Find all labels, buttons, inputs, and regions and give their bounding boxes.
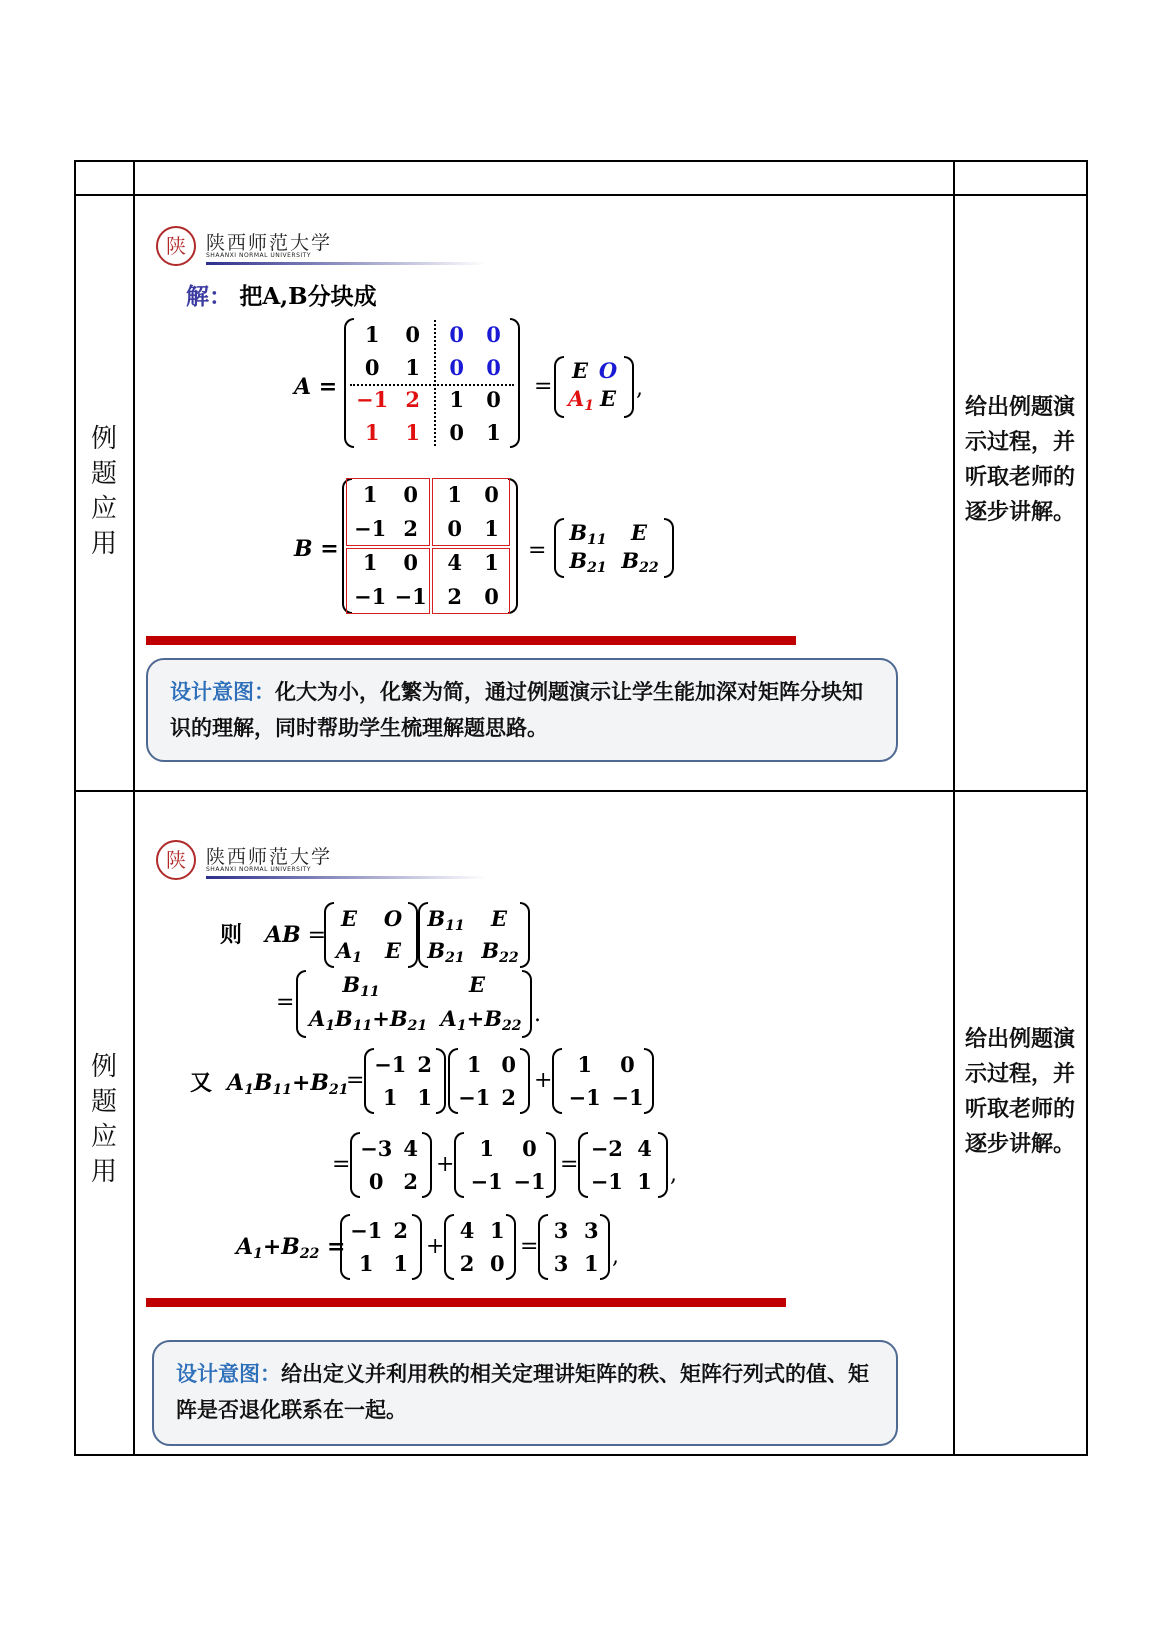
red-divider-bar-2 — [146, 1298, 786, 1307]
matA-cell: 0 — [486, 354, 501, 380]
matrix-cell: 1 — [382, 1085, 398, 1110]
matB-cell: −1 — [354, 516, 387, 541]
plus-3: + — [426, 1234, 445, 1259]
matrix-cell: 2 — [403, 1169, 418, 1194]
row1-side-label: 例题应用 — [90, 424, 117, 559]
eq1-matrix-left: E O $A_1$ E — [324, 902, 418, 968]
matrix-cell: 2 — [501, 1085, 516, 1110]
matrix-cell: −1 — [611, 1085, 644, 1110]
matB-cell: 0 — [484, 482, 499, 507]
plus-1: + — [534, 1068, 553, 1093]
solution-label: 解： — [186, 284, 232, 310]
equals-A: = — [534, 374, 553, 399]
comma-A: , — [636, 376, 643, 401]
matA-cell: 0 — [405, 322, 420, 347]
eq2-period: . — [534, 1002, 541, 1027]
table-border-right — [1086, 160, 1088, 1456]
intent-text-2: 给出定义并利用秩的相关定理讲矩阵的秩、矩阵行列式的值、矩阵是否退化联系在一起。 — [176, 1362, 869, 1422]
matB-cell: 0 — [484, 584, 499, 609]
matrix-B-block: $B_{11}$ E $B_{21}$ $B_{22}$ — [554, 518, 674, 578]
university-logo-2 — [156, 840, 486, 882]
matrix-m4 — [350, 1132, 432, 1198]
matrix-A — [344, 318, 520, 448]
matrix-m8 — [444, 1214, 516, 1280]
matA-cell: 2 — [405, 387, 420, 412]
design-intent-box — [146, 658, 898, 762]
matrix-cell: 3 — [583, 1218, 599, 1243]
matA-cell: 0 — [449, 322, 464, 347]
matA-cell: 1 — [364, 419, 380, 445]
matrix-A-vdivider — [434, 320, 436, 446]
table-divider-2 — [74, 790, 1088, 792]
matA-cell: 1 — [405, 354, 420, 380]
matrix-cell: −2 — [590, 1136, 623, 1161]
matrix-cell: −1 — [458, 1085, 491, 1110]
table-divider-1 — [74, 194, 1088, 196]
table-col-divider-1 — [133, 160, 135, 1456]
matA-cell: 0 — [364, 354, 380, 380]
label-B: B = — [294, 536, 339, 562]
row2-note: 给出例题演示过程，并听取老师的逐步讲解。 — [964, 1027, 1075, 1157]
eq5-lhs: $A_1+B_{22}$ = — [236, 1234, 346, 1262]
matB-cell: 0 — [403, 482, 418, 507]
row1-slide — [156, 226, 946, 782]
matrix-cell: 1 — [479, 1136, 494, 1161]
logo-underline-2 — [206, 876, 486, 879]
eq4-equals-1: = — [332, 1152, 351, 1177]
design-intent-box-2 — [152, 1340, 898, 1446]
eq5-equals: = — [520, 1234, 539, 1259]
matrix-cell: −1 — [590, 1169, 623, 1194]
matrix-cell: 2 — [393, 1218, 408, 1243]
intent-text: 化大为小，化繁为简，通过例题演示让学生能加深对矩阵分块知识的理解，同时帮助学生梳理解题思路。 — [170, 680, 863, 740]
matrix-cell: 1 — [583, 1251, 599, 1276]
logo-english: SHAANXI NORMAL UNIVERSITY — [206, 252, 312, 259]
matrix-cell: 0 — [489, 1251, 505, 1276]
intent-label-2: 设计意图： — [176, 1362, 281, 1386]
matrix-cell: 2 — [459, 1251, 475, 1276]
matB-cell: 0 — [447, 516, 462, 541]
matB-cell: 1 — [447, 482, 462, 507]
matrix-B — [342, 478, 518, 614]
table-border-bottom — [74, 1454, 1088, 1456]
matrix-m3 — [552, 1048, 654, 1114]
matrix-m2 — [448, 1048, 530, 1114]
matrix-cell: 0 — [522, 1136, 537, 1161]
matA-cell: 1 — [449, 387, 464, 412]
eq3-lhs: 又 $A_1B_{11}+B_{21}$ — [190, 1070, 349, 1098]
equals-B: = — [528, 538, 547, 563]
matrix-cell: 0 — [501, 1052, 516, 1077]
row2-side-label: 例题应用 — [90, 1052, 117, 1187]
matA-cell: 0 — [486, 322, 501, 347]
matrix-cell: −1 — [350, 1218, 383, 1243]
logo-underline — [206, 262, 486, 265]
matA-cell: −1 — [356, 387, 389, 412]
matrix-A-block: E O $A_1$ E — [554, 356, 634, 418]
matrix-cell: 3 — [553, 1251, 569, 1276]
word-then: 则 — [220, 923, 243, 948]
matrix-m7 — [340, 1214, 422, 1280]
matrix-m9 — [538, 1214, 610, 1280]
eq1-matrix-right: $B_{11}$ E $B_{21}$ $B_{22}$ — [418, 902, 530, 968]
matrix-cell: −3 — [360, 1136, 393, 1161]
matrix-cell: 4 — [403, 1136, 418, 1161]
eq3-equals: = — [346, 1068, 365, 1093]
matrix-m5 — [454, 1132, 556, 1198]
matB-cell: 2 — [403, 516, 418, 541]
eq2-matrix: $B_{11}$ E $A_1B_{11}+B_{21}$ $A_1+B_{22}$ — [296, 970, 532, 1038]
eq4-comma: , — [670, 1162, 677, 1187]
word-also: 又 — [190, 1071, 213, 1096]
table-border-left — [74, 160, 76, 1456]
matA-cell: 1 — [364, 322, 380, 347]
table-border-top — [74, 160, 1088, 162]
matB-cell: 1 — [362, 550, 378, 575]
matrix-cell: 1 — [466, 1052, 482, 1077]
matB-cell: −1 — [394, 584, 427, 609]
matrix-m1 — [364, 1048, 446, 1114]
matrix-cell: −1 — [470, 1169, 503, 1194]
matA-cell: 0 — [486, 387, 501, 412]
matrix-A-hdivider — [350, 384, 514, 386]
lesson-table — [74, 160, 1088, 1456]
matrix-cell: 4 — [459, 1218, 475, 1243]
matB-cell: 2 — [447, 584, 462, 609]
matB-cell: 1 — [362, 482, 378, 507]
matB-cell: −1 — [354, 584, 387, 609]
matrix-cell: 4 — [637, 1136, 652, 1161]
matrix-m6 — [578, 1132, 668, 1198]
eq5-comma: , — [612, 1244, 619, 1269]
solution-text: 把A,B分块成 — [239, 283, 377, 310]
matrix-cell: −1 — [513, 1169, 546, 1194]
matrix-cell: 0 — [620, 1052, 635, 1077]
plus-2: + — [436, 1152, 455, 1177]
logo-name: 陕西师范大学 — [206, 232, 333, 254]
matB-cell: 1 — [484, 516, 499, 541]
matrix-cell: 1 — [417, 1085, 432, 1110]
matA-cell: 1 — [405, 419, 420, 445]
matrix-cell: 1 — [577, 1052, 592, 1077]
matrix-cell: 2 — [417, 1052, 432, 1077]
eq1-lhs: 则 AB = — [220, 922, 327, 948]
matrix-cell: −1 — [374, 1052, 407, 1077]
matrix-cell: 1 — [393, 1251, 408, 1276]
matrix-cell: 3 — [553, 1218, 569, 1243]
logo-name-2: 陕西师范大学 — [206, 846, 333, 868]
matrix-cell: 1 — [358, 1251, 374, 1276]
matB-cell: 0 — [403, 550, 418, 575]
logo-seal-icon: 陕 — [156, 226, 196, 266]
university-logo — [156, 226, 486, 268]
matB-cell: 1 — [484, 550, 499, 575]
matB-cell: 4 — [447, 550, 462, 575]
matrix-cell: 1 — [637, 1169, 652, 1194]
matrix-cell: −1 — [568, 1085, 601, 1110]
table-col-divider-2 — [953, 160, 955, 1456]
solution-line — [186, 278, 377, 311]
row2-slide — [156, 840, 946, 1450]
matA-cell: 0 — [449, 354, 464, 380]
eq4-equals-2: = — [560, 1152, 579, 1177]
logo-english-2: SHAANXI NORMAL UNIVERSITY — [206, 866, 312, 873]
logo-seal-icon-2: 陕 — [156, 840, 196, 880]
intent-label: 设计意图： — [170, 680, 275, 704]
row1-note: 给出例题演示过程，并听取老师的逐步讲解。 — [964, 395, 1075, 525]
matrix-cell: 0 — [368, 1169, 384, 1194]
matA-cell: 1 — [486, 419, 501, 445]
eq2-equals: = — [276, 990, 295, 1015]
red-divider-bar — [146, 636, 796, 645]
matrix-cell: 1 — [489, 1218, 505, 1243]
matA-cell: 0 — [449, 419, 464, 445]
label-A: A = — [294, 374, 338, 400]
